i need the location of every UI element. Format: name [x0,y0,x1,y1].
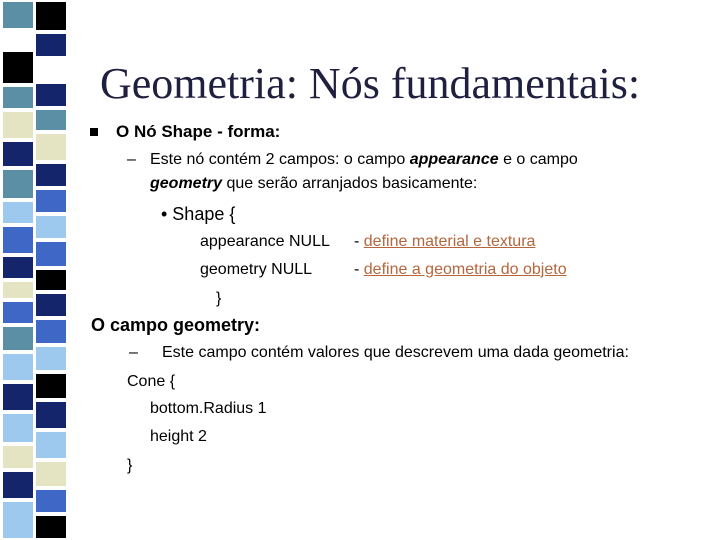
stripe-tile [3,112,33,138]
stripe-tile [3,502,33,538]
geometry-term: geometry [150,175,223,192]
section2-dash: – [129,344,138,361]
stripe-tile [36,34,66,56]
stripe-tile [36,190,66,212]
cone-bottom-radius: bottom.Radius 1 [150,400,267,417]
geometry-section-heading: O campo geometry: [91,315,261,335]
sub-text-suffix: que serão arranjados basicamente: [222,175,478,192]
stripe-tile [3,282,33,298]
bullet-shape-heading: O Nó Shape - forma: [116,122,281,141]
stripe-tile [3,87,33,108]
cone-height: height 2 [150,428,207,445]
sub-bullet-line2 [150,175,477,193]
appearance-dash: - [354,233,364,250]
stripe-tile [3,327,33,350]
stripe-tile [3,52,33,83]
stripe-tile [3,302,33,323]
stripe-tile [3,446,33,468]
stripe-tile [3,257,33,278]
stripe-tile [36,402,66,428]
stripe-tile [36,110,66,130]
stripe-tile [3,202,33,223]
sub-text-prefix: Este nó contém 2 campos: o campo [150,151,410,168]
section2-text: Este campo contém valores que descrevem uma dada geometria: [162,344,629,361]
stripe-tile [36,432,66,458]
sub-bullet-line1 [150,151,578,169]
appearance-field: appearance NULL [200,233,330,250]
stripe-tile [3,227,33,253]
stripe-tile [36,347,66,370]
appearance-desc [354,233,535,251]
stripe-tile [36,60,66,80]
stripe-tile [36,242,66,266]
decorative-stripe [0,0,66,540]
appearance-term: appearance [409,151,499,168]
stripe-tile [36,294,66,316]
stripe-tile [3,472,33,498]
stripe-tile [3,2,33,28]
stripe-tile [3,142,33,166]
geometry-desc [354,261,567,279]
sub-text-middle: e o campo [498,151,578,168]
sub-bullet-dash: – [127,151,136,168]
stripe-tile [36,462,66,486]
stripe-tile [36,134,66,160]
stripe-tile [3,384,33,410]
stripe-tile [36,374,66,398]
stripe-tile [36,164,66,186]
stripe-tile [36,490,66,512]
stripe-tile [36,320,66,343]
shape-open: • Shape { [161,204,236,224]
stripe-tile [36,84,66,106]
geometry-link[interactable]: define a geometria do objeto [363,261,567,278]
stripe-tile [36,516,66,538]
stripe-tile [3,170,33,198]
stripe-tile [3,414,33,442]
cone-open: Cone { [127,373,176,390]
slide-title: Geometria: Nós fundamentais: [100,59,641,108]
stripe-tile [3,354,33,380]
cone-close: } [127,457,133,474]
geometry-field: geometry NULL [200,261,313,278]
appearance-link[interactable]: define material e textura [363,233,536,250]
geometry-dash: - [354,261,364,278]
square-bullet-icon [90,128,98,136]
stripe-tile [36,216,66,238]
stripe-tile [36,270,66,290]
stripe-tile [3,32,33,48]
shape-close: } [216,290,222,307]
stripe-tile [36,2,66,30]
